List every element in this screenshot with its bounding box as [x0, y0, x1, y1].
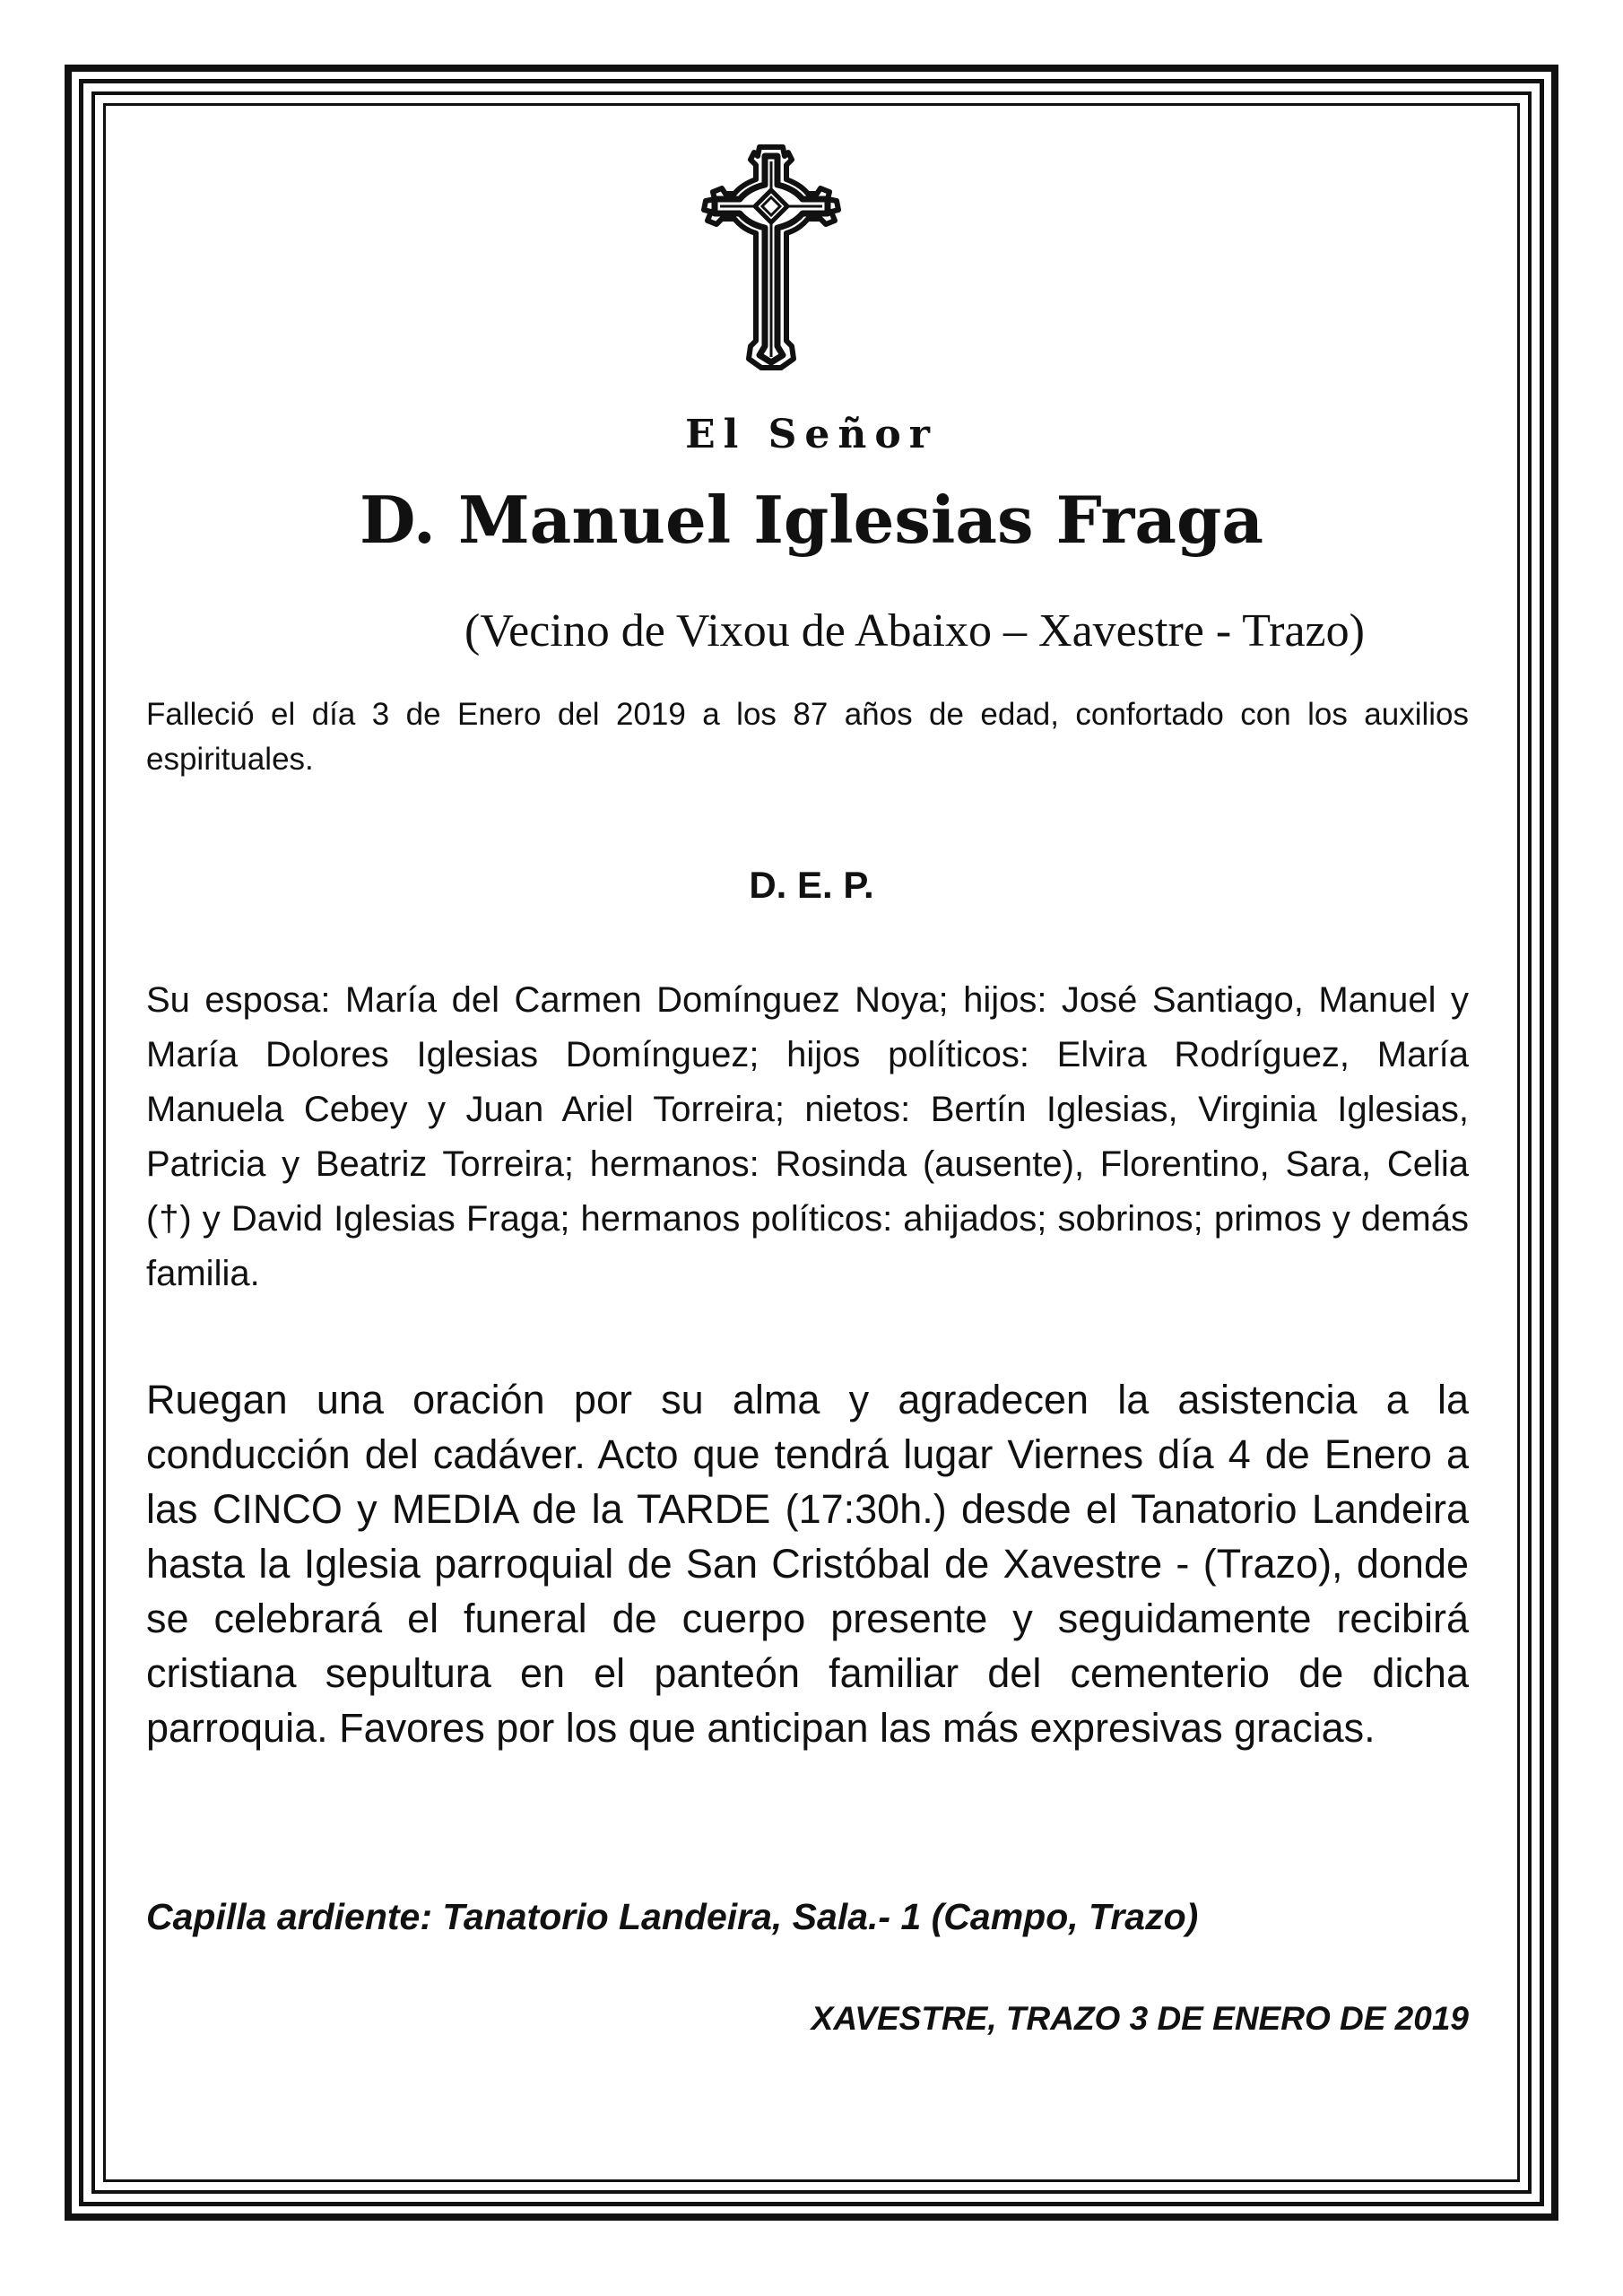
death-notice-paragraph: Falleció el día 3 de Enero del 2019 a los 87 años de edad, confortado con los auxilios espirituales.	[146, 697, 1469, 777]
cross-icon	[695, 144, 847, 372]
heading-title: El Señor	[685, 412, 938, 457]
chapel-line: Capilla ardiente: Tanatorio Landeira, Sala.- 1 (Campo, Trazo)	[146, 1896, 1199, 1937]
deceased-name: D. Manuel Iglesias Fraga	[359, 482, 1264, 558]
family-paragraph: Su esposa: María del Carmen Domínguez Noya; hijos: José Santiago, Manuel y María Dolores Iglesias Domínguez; hijos políticos: Elvira Rodríguez, María Manuela Cebey y Juan Ariel Torreira; nietos: Bertín Iglesias, Virginia Iglesias, Patricia y Beatriz Torreira; hermanos: Rosinda (ausente), Florentino, Sara, Celia (†) y David Iglesias Fraga; hermanos políticos: ahijados; sobrinos; primos y demás familia.	[146, 980, 1469, 1293]
residence-line: (Vecino de Vixou de Abaixo – Xavestre - Trazo)	[464, 605, 1365, 657]
request-paragraph: Ruegan una oración por su alma y agradecen la asistencia a la conducción del cadáver. Acto que tendrá lugar Viernes día 4 de Enero a las CINCO y MEDIA de la TARDE (17:30h.) desde el Tanatorio Landeira hasta la Iglesia parroquial de San Cristóbal de Xavestre - (Trazo), donde se celebrará el funeral de cuerpo presente y seguidamente recibirá cristiana sepultura en el panteón familiar del cementerio de dicha parroquia. Favores por los que anticipan las más expresivas gracias.	[146, 1377, 1469, 1751]
place-date-line: XAVESTRE, TRAZO 3 DE ENERO DE 2019	[811, 2000, 1469, 2037]
rip-heading: D. E. P.	[749, 864, 874, 906]
